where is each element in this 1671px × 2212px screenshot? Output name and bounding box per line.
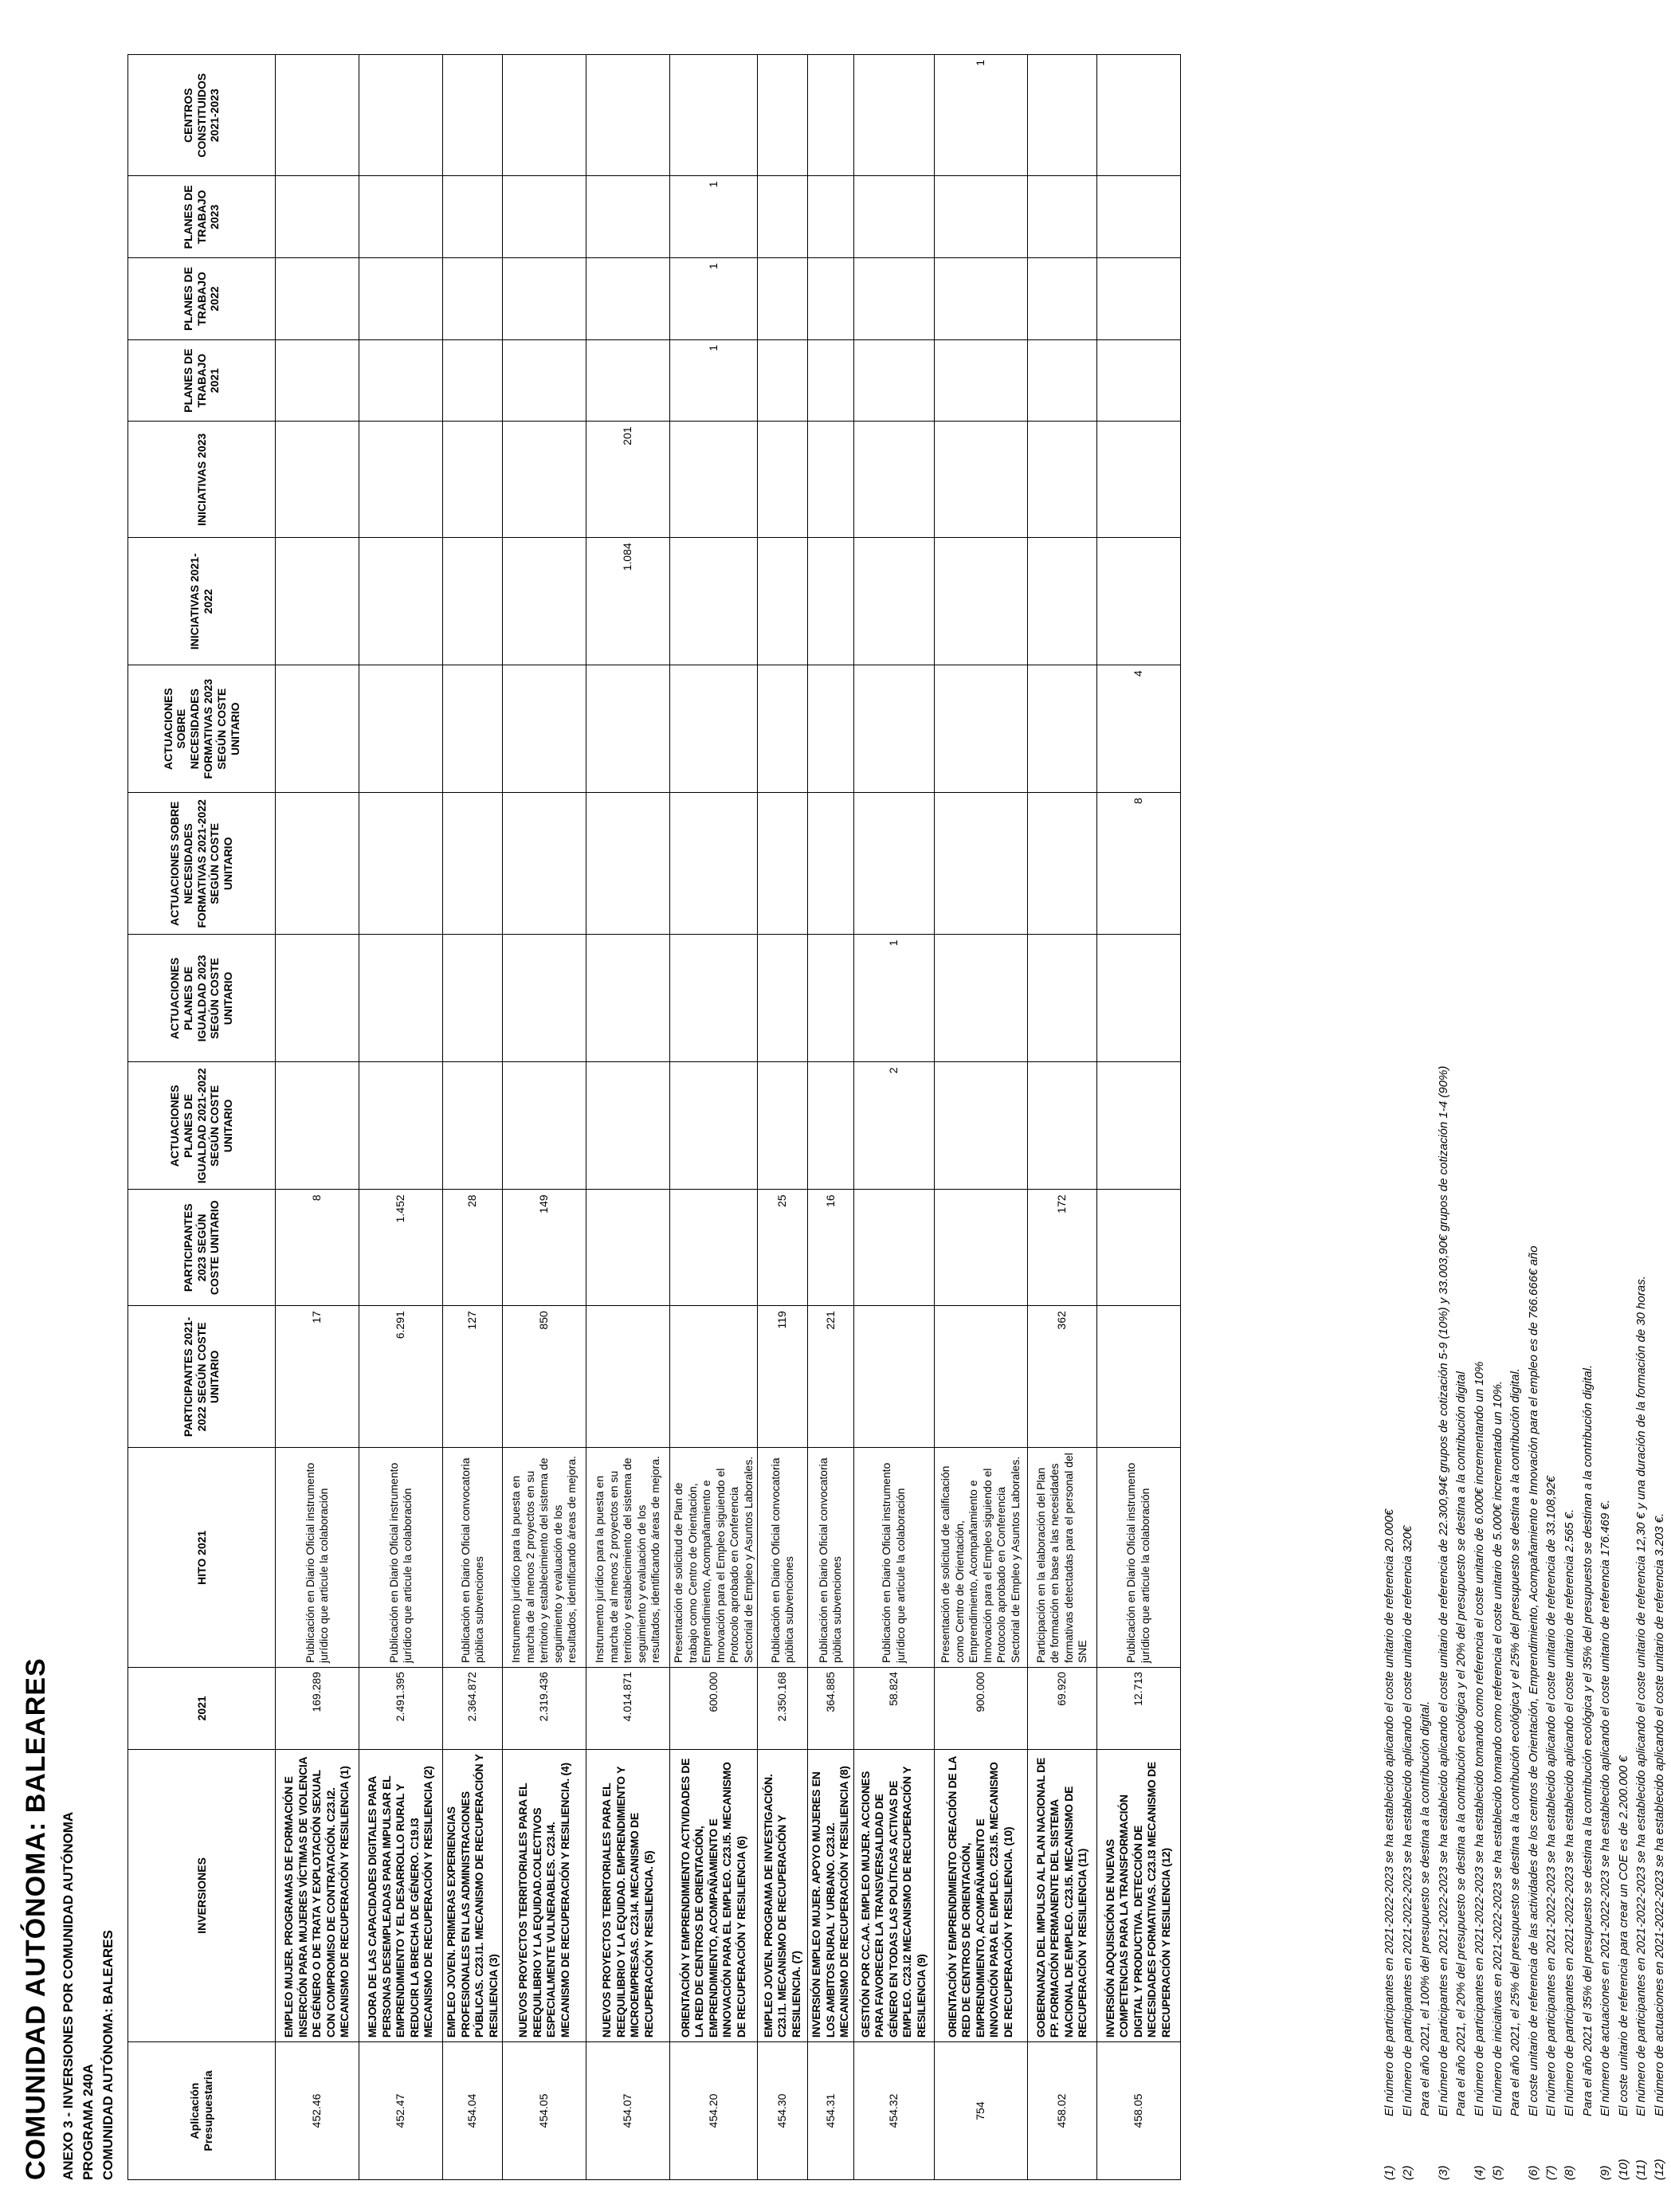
value-cell: 4	[1096, 665, 1180, 793]
amount-2021-cell: 12.713	[1096, 1668, 1180, 1750]
value-cell	[276, 665, 359, 793]
column-header: ACTUACIONES SOBRE NECESIDADES FORMATIVAS 2021-2022 SEGÚN COSTE UNITARIO	[128, 793, 276, 935]
value-cell	[808, 176, 854, 258]
value-cell	[503, 339, 586, 422]
value-cell	[586, 935, 670, 1062]
budget-line-cell: 458.05	[1096, 2042, 1180, 2180]
value-cell	[1096, 935, 1180, 1062]
footnote-number: (7)	[1544, 2165, 1559, 2180]
value-cell	[503, 55, 586, 177]
footnote-number: (12)	[1652, 2159, 1666, 2180]
investment-cell: EMPLEO MUJER. PROGRAMAS DE FORMACIÓN E INSERCIÓN PARA MUJERES VÍCTIMAS DE VIOLENCIA DE GÉNERO O DE TRATA Y EXPLOTACIÓN SEXUAL CON COMPROMISO DE CONTRATACIÓN. C23.I2. MECANISMO DE RECUPERACIÓN Y RESILIENCIA (1)	[276, 1749, 359, 2041]
value-cell	[758, 55, 808, 177]
footnote-text: El número de participantes en 2021-2022-2023 se ha establecido aplicando el coste unitario de referencia de 33.108,92€	[1544, 1476, 1559, 2116]
value-cell	[1027, 793, 1096, 935]
footnote-text: El número de participantes en 2021-2022-2023 se ha establecido tomando como referencia el coste unitario de 6.000€ incrementando un 10%	[1472, 1361, 1486, 2116]
value-cell	[276, 176, 359, 258]
amount-2021-cell: 2.364.872	[443, 1668, 503, 1750]
value-cell	[758, 339, 808, 422]
investment-cell: INVERSIÓN EMPLEO MUJER. APOYO MUJERES EN LOS AMBITOS RURAL Y URBANO. C23.I2. MECANISMO DE RECUPERACIÓN Y RESILIENCIA (8)	[808, 1749, 854, 2041]
value-cell	[670, 935, 758, 1062]
value-cell: 1	[670, 258, 758, 340]
value-cell	[934, 176, 1027, 258]
footnote	[1454, 45, 1473, 2180]
footnote-number: (3)	[1436, 2165, 1450, 2180]
value-cell	[503, 1062, 586, 1190]
value-cell	[934, 538, 1027, 665]
value-cell	[853, 1190, 934, 1306]
value-cell	[359, 538, 443, 665]
value-cell	[934, 258, 1027, 340]
footnote	[1598, 45, 1617, 2180]
value-cell	[934, 665, 1027, 793]
column-header: PLANES DE TRABAJO 2021	[128, 339, 276, 422]
table-row	[503, 55, 586, 2180]
value-cell	[670, 793, 758, 935]
milestone-cell: Presentación de solicitud de calificación como Centro de Orientación, Emprendimiento, Acompañamiento e Innovación para el Empleo siguiendo el Protocolo aprobado en Conferencia Sectorial de Empleo y Asuntos Laborales.	[934, 1448, 1027, 1668]
value-cell: 127	[443, 1306, 503, 1448]
value-cell	[443, 665, 503, 793]
value-cell	[853, 793, 934, 935]
value-cell	[359, 258, 443, 340]
milestone-cell: Presentación de solicitud de Plan de trabajo como Centro de Orientación, Emprendimiento, Acompañamiento e Innovación para el Empleo siguiendo el Protocolo aprobado en Conferencia Sectorial de Empleo y Asuntos Laborales.	[670, 1448, 758, 1668]
footnote	[1563, 45, 1581, 2180]
column-header: PARTICIPANTES 2021-2022 SEGÚN COSTE UNITARIO	[128, 1306, 276, 1448]
value-cell	[808, 538, 854, 665]
value-cell	[670, 665, 758, 793]
value-cell	[586, 258, 670, 340]
value-cell	[758, 422, 808, 538]
footnote-number: (9)	[1598, 2165, 1613, 2180]
milestone-cell: Publicación en Diario Oficial instrumento jurídico que articule la colaboración	[276, 1448, 359, 1668]
amount-2021-cell: 900.000	[934, 1668, 1027, 1750]
value-cell	[853, 1306, 934, 1448]
table-row	[1096, 55, 1180, 2180]
value-cell	[443, 793, 503, 935]
investments-table	[127, 54, 1181, 2180]
value-cell	[503, 665, 586, 793]
value-cell: 201	[586, 422, 670, 538]
value-cell	[1027, 176, 1096, 258]
value-cell	[443, 258, 503, 340]
amount-2021-cell: 364.885	[808, 1668, 854, 1750]
value-cell	[853, 665, 934, 793]
milestone-cell: Publicación en Diario Oficial instrumento jurídico que articule la colaboración	[1096, 1448, 1180, 1668]
value-cell	[670, 55, 758, 177]
value-cell	[1096, 55, 1180, 177]
footnote-number: (5)	[1490, 2165, 1504, 2180]
footnote-text: El número de iniciativas en 2021-2022-2023 se ha establecido tomando como referencia el coste unitario de 5.000€ incrementado un 10%.	[1490, 1380, 1504, 2116]
footnote	[1653, 45, 1671, 2180]
amount-2021-cell: 169.289	[276, 1668, 359, 1750]
value-cell	[808, 665, 854, 793]
footnote	[1634, 45, 1653, 2180]
value-cell	[1096, 1306, 1180, 1448]
value-cell	[808, 935, 854, 1062]
table-header-row	[128, 55, 276, 2180]
budget-line-cell: 454.31	[808, 2042, 854, 2180]
value-cell	[934, 935, 1027, 1062]
milestone-cell: Participación en la elaboración del Plan de formación en base a las necesidades formativas detectadas para el personal del SNE	[1027, 1448, 1096, 1668]
value-cell	[1027, 339, 1096, 422]
value-cell: 362	[1027, 1306, 1096, 1448]
investment-cell: NUEVOS PROYECTOS TERRITORIALES PARA EL REEQUILIBRIO Y LA EQUIDAD. EMPRENDIMIENTO Y MICROEMPRESAS. C23.I4. MECANISMO DE RECUPERACIÓN Y RESILIENCIA. (5)	[586, 1749, 670, 2041]
milestone-cell: Publicación en Diario Oficial convocatoria pública subvenciones	[758, 1448, 808, 1668]
value-cell	[359, 176, 443, 258]
footnote-number: (6)	[1526, 2165, 1540, 2180]
value-cell: 1	[670, 339, 758, 422]
value-cell	[1027, 258, 1096, 340]
column-header: INICIATIVAS 2021-2022	[128, 538, 276, 665]
budget-line-cell: 458.02	[1027, 2042, 1096, 2180]
value-cell	[1027, 538, 1096, 665]
footnote-text: El número de participantes en 2021-2022-2023 se ha establecido aplicando el coste unitario de referencia 20.000€	[1383, 1508, 1396, 2116]
footnote-text: El número de participantes en 2021-2022-2023 se ha establecido aplicando el coste unitario de referencia 2.565 €.	[1562, 1508, 1576, 2116]
footnote-text: Para el año 2021 el 35% del presupuesto se destina a la contribución ecológica y el 35% del presupuesto se destinan a la contribución digital.	[1580, 1364, 1595, 2116]
table-row	[586, 55, 670, 2180]
value-cell	[586, 1306, 670, 1448]
footnote	[1527, 45, 1545, 2180]
budget-line-cell: 454.07	[586, 2042, 670, 2180]
value-cell: 25	[758, 1190, 808, 1306]
value-cell	[1096, 538, 1180, 665]
column-header: Aplicación Presupuestaria	[128, 2042, 276, 2180]
column-header: 2021	[128, 1668, 276, 1750]
value-cell	[758, 935, 808, 1062]
value-cell	[503, 793, 586, 935]
value-cell	[359, 55, 443, 177]
footnote-number: (11)	[1634, 2159, 1649, 2180]
footnote-text: El número de participantes en 2021-2022-2023 se ha establecido aplicando el coste unitario de referencia 12,30 € y una duración de la formación de 30 horas.	[1634, 1276, 1649, 2116]
footnote	[1418, 45, 1437, 2180]
investment-cell: INVERSIÓN ADQUISICIÓN DE NUEVAS COMPETENCIAS PARA LA TRANSFORMACIÓN DIGITAL Y PRODUCTIVA. DETECCIÓN DE NECESIDADES FORMATIVAS. C23.I3 MECANISMO DE RECUPERACIÓN Y RESILIENCIA (12)	[1096, 1749, 1180, 2041]
value-cell: 8	[1096, 793, 1180, 935]
budget-line-cell: 454.05	[503, 2042, 586, 2180]
value-cell	[670, 422, 758, 538]
value-cell	[443, 422, 503, 538]
value-cell	[808, 258, 854, 340]
program-heading: PROGRAMA 240A	[80, 2064, 96, 2180]
value-cell: 850	[503, 1306, 586, 1448]
value-cell	[808, 422, 854, 538]
value-cell	[1027, 665, 1096, 793]
value-cell	[503, 176, 586, 258]
value-cell	[853, 339, 934, 422]
value-cell	[758, 1062, 808, 1190]
value-cell	[503, 422, 586, 538]
value-cell	[586, 55, 670, 177]
column-header: HITO 2021	[128, 1448, 276, 1668]
value-cell	[670, 1306, 758, 1448]
footnote	[1581, 45, 1599, 2180]
value-cell	[934, 1306, 1027, 1448]
value-cell: 1.084	[586, 538, 670, 665]
value-cell	[443, 176, 503, 258]
value-cell	[1096, 1062, 1180, 1190]
footnote-text: Para el año 2021, el 100% del presupuesto se destina a la contribución digital.	[1418, 1700, 1433, 2116]
annex-heading: ANEXO 3 - INVERSIONES POR COMUNIDAD AUTÓNOMA	[61, 1811, 76, 2180]
value-cell	[934, 1062, 1027, 1190]
footnote	[1473, 45, 1491, 2180]
value-cell	[853, 176, 934, 258]
table-row	[276, 55, 359, 2180]
value-cell	[359, 793, 443, 935]
budget-line-cell: 452.46	[276, 2042, 359, 2180]
value-cell: 119	[758, 1306, 808, 1448]
budget-line-cell: 454.30	[758, 2042, 808, 2180]
footnote-number: (10)	[1616, 2159, 1630, 2180]
investment-cell: MEJORA DE LAS CAPACIDADES DIGITALES PARA PERSONAS DESEMPLEADAS PARA IMPULSAR EL EMPRENDIMIENTO Y EL DESARROLLO RURAL Y REDUCIR LA BRECHA DE GÉNERO. C19.I3 MECANISMO DE RECUPERACIÓN Y RESILIENCIA (2)	[359, 1749, 443, 2041]
investment-cell: NUEVOS PROYECTOS TERRITORIALES PARA EL REEQUILIBRIO Y LA EQUIDAD.COLECTIVOS ESPECIALMENTE VULNERABLES. C23.I4. MECANISMO DE RECUPERACIÓN Y RESILIENCIA. (4)	[503, 1749, 586, 2041]
footnote	[1544, 45, 1563, 2180]
value-cell	[853, 422, 934, 538]
table-row	[808, 55, 854, 2180]
footnote-number: (8)	[1562, 2165, 1576, 2180]
value-cell	[808, 339, 854, 422]
footnote-number: (1)	[1383, 2165, 1396, 2180]
column-header: INICIATIVAS 2023	[128, 422, 276, 538]
value-cell: 2	[853, 1062, 934, 1190]
value-cell	[586, 665, 670, 793]
value-cell	[276, 55, 359, 177]
footnote-text: El número de participantes en 2021-2022-2023 se ha establecido aplicando el coste unitario de referencia de 22.300,94€ grupos de cotización 5-9 (10%) y 33.003,90€ grupos de cotización 1-4 (90%)	[1436, 1065, 1450, 2116]
value-cell	[1096, 339, 1180, 422]
column-header: PLANES DE TRABAJO 2022	[128, 258, 276, 340]
table-row	[853, 55, 934, 2180]
value-cell	[934, 793, 1027, 935]
footnote	[1401, 45, 1419, 2180]
milestone-cell: Publicación en Diario Oficial instrumento jurídico que articule la colaboración	[359, 1448, 443, 1668]
value-cell: 1	[670, 176, 758, 258]
investment-cell: EMPLEO JOVEN. PRIMERAS EXPERIENCIAS PROFESIONALES EN LAS ADMINISTRACIONES PÚBLICAS. C23.I1. MECANISMO DE RECUPERACIÓN Y RESILIENCIA (3)	[443, 1749, 503, 2041]
table-row	[1027, 55, 1096, 2180]
region-heading: COMUNIDAD AUTÓNOMA: BALEARES	[100, 1930, 116, 2180]
budget-line-cell: 452.47	[359, 2042, 443, 2180]
column-header: INVERSIONES	[128, 1749, 276, 2041]
value-cell	[934, 1190, 1027, 1306]
footnote-text: Para el año 2021, el 20% del presupuesto se destina a la contribución ecológica y el 20% del presupuesto se destina a la contribución digital	[1454, 1371, 1469, 2116]
column-header: CENTROS CONSTITUIDOS 2021-2023	[128, 55, 276, 177]
table-row	[758, 55, 808, 2180]
value-cell	[276, 538, 359, 665]
value-cell	[359, 935, 443, 1062]
column-header: ACTUACIONES PLANES DE IGUALDAD 2021-2022 SEGÚN COSTE UNITARIO	[128, 1062, 276, 1190]
value-cell: 6.291	[359, 1306, 443, 1448]
value-cell	[586, 176, 670, 258]
value-cell	[443, 538, 503, 665]
value-cell	[443, 935, 503, 1062]
value-cell	[670, 1190, 758, 1306]
value-cell	[586, 1190, 670, 1306]
value-cell	[853, 258, 934, 340]
value-cell	[359, 1062, 443, 1190]
value-cell	[670, 1062, 758, 1190]
value-cell	[1096, 1190, 1180, 1306]
value-cell	[808, 55, 854, 177]
value-cell: 1.452	[359, 1190, 443, 1306]
value-cell	[443, 55, 503, 177]
amount-2021-cell: 2.319.436	[503, 1668, 586, 1750]
value-cell	[853, 55, 934, 177]
footnote-number: (4)	[1472, 2165, 1486, 2180]
budget-line-cell: 454.32	[853, 2042, 934, 2180]
value-cell	[1096, 422, 1180, 538]
value-cell	[503, 258, 586, 340]
value-cell	[1027, 935, 1096, 1062]
footnote-text: El coste unitario de referencia de las actividades de los centros de Orientación, Emprendimiento, Acompañamiento e Innovación para el empleo es de 766.666€ año	[1526, 1245, 1540, 2116]
value-cell	[1096, 176, 1180, 258]
amount-2021-cell: 69.920	[1027, 1668, 1096, 1750]
value-cell	[1027, 422, 1096, 538]
footnote	[1437, 45, 1455, 2180]
table-row	[670, 55, 758, 2180]
column-header: PARTICIPANTES 2023 SEGÚN COSTE UNITARIO	[128, 1190, 276, 1306]
value-cell	[808, 793, 854, 935]
amount-2021-cell: 58.824	[853, 1668, 934, 1750]
value-cell	[1027, 1062, 1096, 1190]
value-cell: 1	[853, 935, 934, 1062]
investment-cell: GESTIÓN POR CC.AA. EMPLEO MUJER. ACCIONES PARA FAVORECER LA TRANSVERSALIDAD DE GÉNERO EN TODAS LAS POLÍTICAS ACTIVAS DE EMPLEO. C23.I2 MECANISMO DE RECUPERACIÓN Y RESILIENCIA (9)	[853, 1749, 934, 2041]
table-row	[934, 55, 1027, 2180]
budget-line-cell: 454.20	[670, 2042, 758, 2180]
value-cell	[503, 935, 586, 1062]
budget-line-cell: 754	[934, 2042, 1027, 2180]
amount-2021-cell: 4.014.871	[586, 1668, 670, 1750]
amount-2021-cell: 2.350.168	[758, 1668, 808, 1750]
value-cell	[359, 339, 443, 422]
footnote-number: (2)	[1400, 2165, 1414, 2180]
footnote-text: Para el año 2021, el 25% del presupuesto se destina a la contribución ecológica y el 25% del presupuesto se destina a la contribución digital.	[1508, 1368, 1523, 2116]
value-cell	[276, 1062, 359, 1190]
value-cell	[503, 538, 586, 665]
milestone-cell: Instrumento jurídico para la puesta en marcha de al menos 2 proyectos en su territorio y establecimiento del sistema de seguimiento y evaluación de los resultados, identificando áreas de mejora.	[586, 1448, 670, 1668]
value-cell	[443, 1062, 503, 1190]
footnote	[1491, 45, 1509, 2180]
value-cell	[586, 1062, 670, 1190]
table-row	[359, 55, 443, 2180]
footnote	[1617, 45, 1635, 2180]
value-cell	[276, 793, 359, 935]
value-cell: 172	[1027, 1190, 1096, 1306]
amount-2021-cell: 2.491.395	[359, 1668, 443, 1750]
amount-2021-cell: 600.000	[670, 1668, 758, 1750]
value-cell: 221	[808, 1306, 854, 1448]
column-header: ACTUACIONES PLANES DE IGUALDAD 2023 SEGÚN COSTE UNITARIO	[128, 935, 276, 1062]
value-cell: 16	[808, 1190, 854, 1306]
value-cell	[758, 793, 808, 935]
value-cell	[359, 422, 443, 538]
column-header: PLANES DE TRABAJO 2023	[128, 176, 276, 258]
footnote-text: El número de actuaciones en 2021-2022-2023 se ha establecido aplicando el coste unitario de referencia 176.469 €.	[1598, 1500, 1613, 2116]
investment-cell: ORIENTACIÓN Y EMPRENDIMIENTO CREACIÓN DE LA RED DE CENTROS DE ORIENTACIÓN, EMPRENDIMIENTO, ACOMPAÑAMIENTO E INNOVACIÓN PARA EL EMPLEO. C23.I5. MECANISMO DE RECUPERACIÓN Y RESILIENCIA. (10)	[934, 1749, 1027, 2041]
milestone-cell: Instrumento jurídico para la puesta en marcha de al menos 2 proyectos en su territorio y establecimiento del sistema de seguimiento y evaluación de los resultados, identificando áreas de mejora.	[503, 1448, 586, 1668]
table-row	[443, 55, 503, 2180]
footnote-text: El número de participantes en 2021-2022-2023 se ha establecido aplicando el coste unitario de referencia 320€	[1400, 1525, 1414, 2116]
value-cell	[586, 793, 670, 935]
footnote	[1383, 45, 1401, 2180]
column-header: ACTUACIONES SOBRE NECESIDADES FORMATIVAS 2023 SEGÚN COSTE UNITARIO	[128, 665, 276, 793]
value-cell	[853, 538, 934, 665]
footnote-text: El coste unitario de referencia para crear un COE es de 2.200.000 €	[1616, 1755, 1630, 2116]
value-cell	[758, 538, 808, 665]
value-cell	[443, 339, 503, 422]
value-cell	[934, 339, 1027, 422]
value-cell	[276, 339, 359, 422]
value-cell	[808, 1062, 854, 1190]
value-cell	[276, 258, 359, 340]
value-cell: 28	[443, 1190, 503, 1306]
value-cell: 17	[276, 1306, 359, 1448]
page-title: COMUNIDAD AUTÓNOMA: BALEARES	[21, 1657, 51, 2180]
value-cell	[670, 538, 758, 665]
value-cell	[276, 422, 359, 538]
value-cell	[276, 935, 359, 1062]
value-cell	[758, 665, 808, 793]
value-cell	[1096, 258, 1180, 340]
value-cell: 1	[934, 55, 1027, 177]
footnote	[1508, 45, 1527, 2180]
value-cell: 149	[503, 1190, 586, 1306]
value-cell	[1027, 55, 1096, 177]
value-cell	[359, 665, 443, 793]
milestone-cell: Publicación en Diario Oficial convocatoria pública subvenciones	[808, 1448, 854, 1668]
value-cell	[934, 422, 1027, 538]
investment-cell: EMPLEO JOVEN. PROGRAMA DE INVESTIGACIÓN. C23.I1. MECANISMO DE RECUPERACIÓN Y RESILIENCIA. (7)	[758, 1749, 808, 2041]
value-cell: 8	[276, 1190, 359, 1306]
investment-cell: ORIENTACIÓN Y EMPRENDIMIENTO ACTIVIDADES DE LA RED DE CENTROS DE ORIENTACIÓN, EMPRENDIMIENTO, ACOMPAÑAMIENTO E INNOVACIÓN PARA EL EMPLEO. C23.I5. MECANISMO DE RECUPERACIÓN Y RESILIENCIA (6)	[670, 1749, 758, 2041]
budget-line-cell: 454.04	[443, 2042, 503, 2180]
value-cell	[758, 258, 808, 340]
value-cell	[586, 339, 670, 422]
milestone-cell: Publicación en Diario Oficial instrumento jurídico que articule la colaboración	[853, 1448, 934, 1668]
investment-cell: GOBERNANZA DEL IMPULSO AL PLAN NACIONAL DE FP. FORMACIÓN PERMANENTE DEL SISTEMA NACIONAL DE EMPLEO. C23.I5. MECANISMO DE RECUPERACIÓN Y RESILIENCIA (11)	[1027, 1749, 1096, 2041]
footnotes	[1383, 45, 1671, 2180]
footnote-text: El número de actuaciones en 2021-2022-2023 se ha establecido aplicando el coste unitario de referencia 3.203 €.	[1652, 1512, 1666, 2116]
milestone-cell: Publicación en Diario Oficial convocatoria pública subvenciones	[443, 1448, 503, 1668]
value-cell	[758, 176, 808, 258]
